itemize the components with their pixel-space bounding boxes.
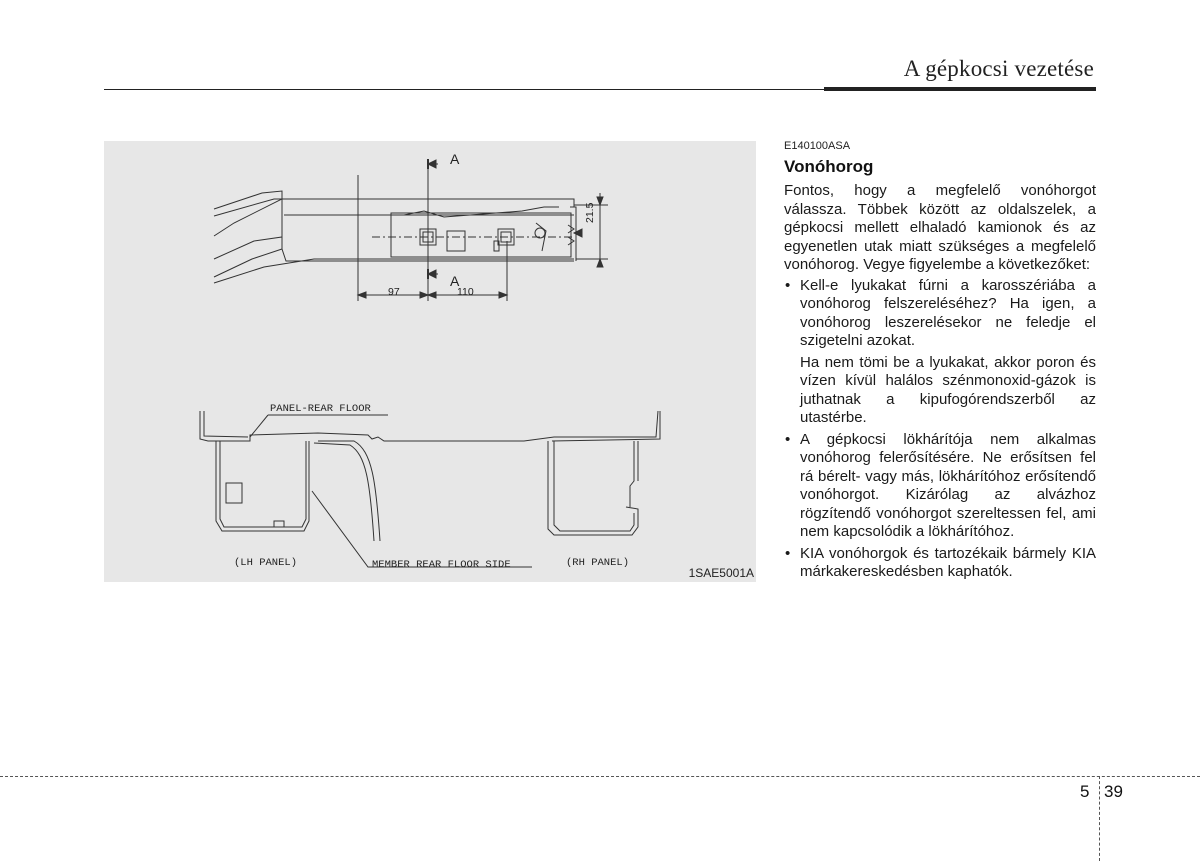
bullet-text: A gépkocsi lökhárítója nem alkalmas vonóhorog felerősítésére. Ne erősítsen fel rá bérelt- vagy más, lökhárítóhoz erősítendő vonóhorgot. Kizárólag az alvázhoz rögzítendő vonóhorgot szereltessen fel, ami nem kapcsolódik a lökhárítóhoz. bbox=[800, 430, 1096, 540]
dimension-21-5: 21.5 bbox=[584, 202, 596, 223]
figure-code: 1SAE5001A bbox=[688, 566, 754, 580]
section-code: E140100ASA bbox=[784, 140, 851, 152]
bullet-continuation: Ha nem tömi be a lyukakat, akkor poron és vízen kívül halálos szénmonoxid-gázok is juthatnak a kipufogórendszerből az utastérbe. bbox=[800, 353, 1096, 426]
section-marker-bottom: A bbox=[450, 273, 460, 289]
footer-divider bbox=[1099, 776, 1100, 861]
bullet-text: Kell-e lyukakat fúrni a karosszériába a vonóhorog felszereléséhez? Ha igen, a vonóhorog leszerelésekor ne feledje el szigetelni azokat. bbox=[800, 276, 1096, 349]
list-item bbox=[784, 431, 1096, 542]
label-lh-panel: (LH PANEL) bbox=[234, 557, 298, 569]
technical-drawing bbox=[104, 141, 756, 582]
running-header-title: A gépkocsi vezetése bbox=[903, 56, 1094, 81]
header-rule-accent bbox=[824, 87, 1096, 91]
footer-rule bbox=[0, 776, 1200, 777]
page-number: 39 bbox=[1104, 782, 1123, 801]
section-marker-top: A bbox=[450, 151, 460, 167]
dimension-110: 110 bbox=[457, 286, 474, 298]
bullet-symbol: • bbox=[785, 544, 791, 562]
intro-paragraph: Fontos, hogy a megfelelő vonóhorgot válassza. Többek között az oldalszelek, a gépkocsi mellett elhaladó kamionok és az egyenetlen utak miatt szükséges a megfelelő vonóhorog. Vegye figyelembe a következőket: bbox=[784, 182, 1096, 273]
tow-hitch-figure bbox=[104, 141, 756, 582]
label-rh-panel: (RH PANEL) bbox=[566, 557, 630, 569]
bullet-list bbox=[784, 277, 1096, 582]
list-item bbox=[784, 545, 1096, 582]
dimension-97: 97 bbox=[388, 286, 400, 298]
section-heading: Vonóhorog bbox=[784, 157, 874, 176]
bullet-symbol: • bbox=[785, 430, 791, 448]
section-body bbox=[784, 182, 1096, 585]
chapter-number: 5 bbox=[1080, 782, 1090, 801]
bullet-text: KIA vonóhorgok és tartozékaik bármely KIA márkakereskedésben kaphatók. bbox=[800, 544, 1096, 580]
label-panel-rear-floor: PANEL-REAR FLOOR bbox=[270, 403, 371, 415]
label-member-rear-floor-side: MEMBER REAR FLOOR SIDE bbox=[372, 559, 511, 571]
bullet-symbol: • bbox=[785, 276, 791, 294]
list-item bbox=[784, 277, 1096, 428]
